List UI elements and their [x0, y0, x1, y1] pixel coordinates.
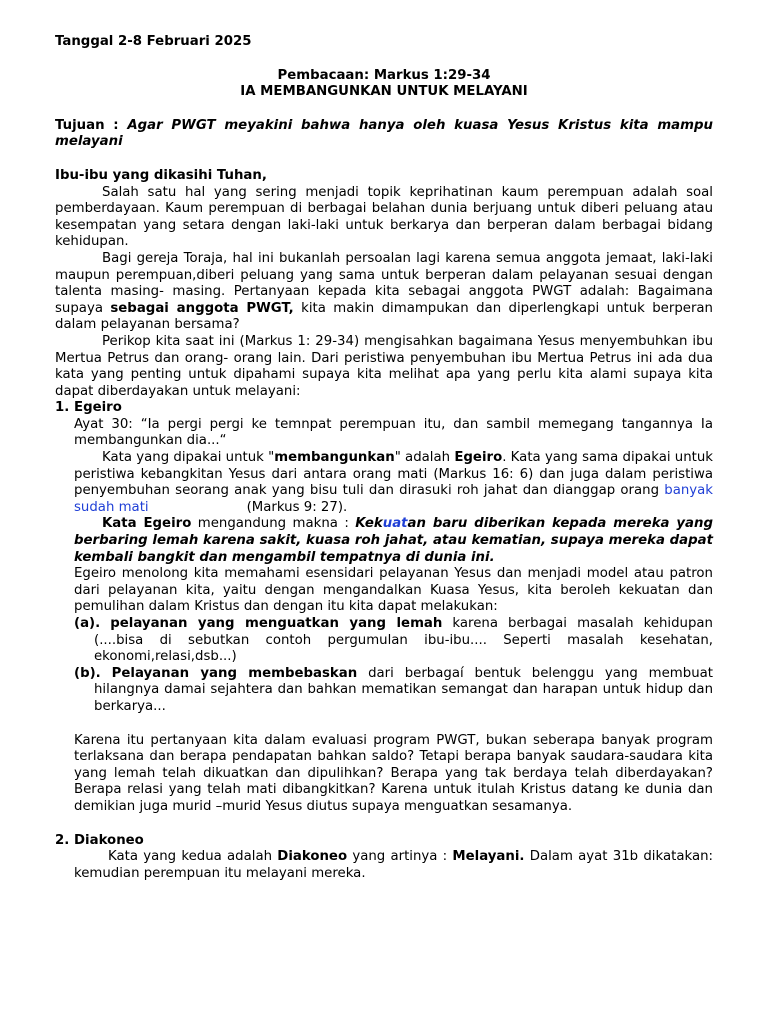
section-1-number: 1.	[55, 400, 70, 416]
section-1-paragraph-1: Kata yang dipakai untuk "membangunkan" adalah Egeiro. Kata yang sama dipakai untuk peristiwa kebangkitan Yesus dari antara orang mati (Markus 16: 6) dan juga dalam peristiwa penyembuhan seorang anak yang bisu tuli dan dirasuki roh jahat dan dianggap orang banyak sudah mati (Markus 9: 27).	[74, 450, 713, 515]
paragraph-3: Perikop kita saat ini (Markus 1: 29-34) mengisahkan bagaimana Yesus menyembuhkan ibu Mertua Petrus dan orang- orang lain. Dari peristiwa penyembuhan ibu Mertua Petrus ini ada dua kata yang penting untuk dipahami supaya kita melihat apa yang perlu kita alami supaya kita dapat diberdayakan untuk melayani:	[55, 333, 713, 399]
reading-reference: Pembacaan: Markus 1:29-34	[277, 67, 491, 83]
paragraph-1: Salah satu hal yang sering menjadi topik keprihatinan kaum perempuan adalah soal pemberdayaan. Kaum perempuan di berbagai belahan dunia berjuang untuk diberi peluang atau kesempatan yang setara dengan laki-laki untuk berkarya dan berperan dalam berbagai bidang kehidupan.	[55, 184, 713, 250]
section-1-title: Egeiro	[74, 400, 122, 416]
blue-text-phrase: banyak sudah mati	[74, 483, 713, 515]
document-page	[55, 34, 713, 882]
goal-text: Agar PWGT meyakini bahwa hanya oleh kuasa Yesus Kristus kita mampu melayani	[55, 117, 713, 150]
section-2-title: Diakoneo	[74, 832, 144, 848]
section-1-paragraph-3: Egeiro menolong kita memahami esensidari pelayanan Yesus dan menjadi model atau patron dari pelayanan kita, yaitu dengan mengandalkan Kuasa Yesus, kita beroleh kekuatan dan pemulihan dalam Kristus dan dengan itu kita dapat melakukan:	[74, 566, 713, 615]
section-1-heading	[55, 400, 713, 417]
section-2-heading	[55, 833, 713, 850]
section-1-paragraph-2: Kata Egeiro mengandung makna : Kekuatan baru diberikan kepada mereka yang berbaring lemah karena sakit, kuasa roh jahat, atau kematian, supaya mereka dapat kembali bangkit dan mengambil tempatnya di dunia ini.	[74, 516, 713, 565]
section-2-number: 2.	[55, 832, 70, 848]
list-item-a: (a). pelayanan yang menguatkan yang lemah karena berbagai masalah kehidupan (....bisa di sebutkan contoh pergumulan ibu-ibu.... Seperti masalah kesehatan, ekonomi,relasi,dsb...)	[74, 616, 713, 665]
section-1-body	[74, 417, 713, 816]
sermon-title: IA MEMBANGUNKAN UNTUK MELAYANI	[240, 84, 528, 100]
section-1-verse: Ayat 30: “Ia pergi pergi ke temnpat perempuan itu, dan sambil memegang tangannya Ia membangunkan dia...“	[74, 416, 713, 449]
greeting: Ibu-ibu yang dikasihi Tuhan,	[55, 167, 267, 183]
section-1-paragraph-4: Karena itu pertanyaan kita dalam evaluasi program PWGT, bukan seberapa banyak program terlaksana dan berapa pendapatan bahkan saldo? Tetapi berapa banyak saudara-saudara kita yang lemah telah dikuatkan dan dipulihkan? Berapa yang tak berdaya telah diberdayakan? Berapa relasi yang telah mati dibangkitkan? Karena untuk itulah Kristus datang ke dunia dan demikian juga murid –murid Yesus diutus supaya menguatkan sesamanya.	[74, 732, 713, 814]
date-heading: Tanggal 2-8 Februari 2025	[55, 34, 252, 49]
paragraph-2: Bagi gereja Toraja, hal ini bukanlah persoalan lagi karena semua anggota jemaat, laki-laki maupun perempuan,diberi peluang yang sama untuk berperan dalam pelayanan sesuai dengan talenta masing- masing. Pertanyaan kepada kita sebagai anggota PWGT adalah: Bagaimana supaya sebagai anggota PWGT, kita makin dimampukan dan diperlengkapi untuk berperan dalam pelayanan bersama?	[55, 250, 713, 333]
section-2-body	[74, 849, 713, 882]
list-item-b: (b). Pelayanan yang membebaskan dari berbagaí bentuk belenggu yang membuat hilangnya damai sejahtera dan bahkan mematikan semangat dan harapan untuk hidup dan berkarya...	[74, 665, 713, 714]
goal-paragraph	[55, 118, 713, 151]
goal-label: Tujuan :	[55, 117, 128, 133]
section-2-paragraph-1: Kata yang kedua adalah Diakoneo yang artinya : Melayani. Dalam ayat 31b dikatakan: kemudian perempuan itu melayani mereka.	[74, 849, 713, 881]
